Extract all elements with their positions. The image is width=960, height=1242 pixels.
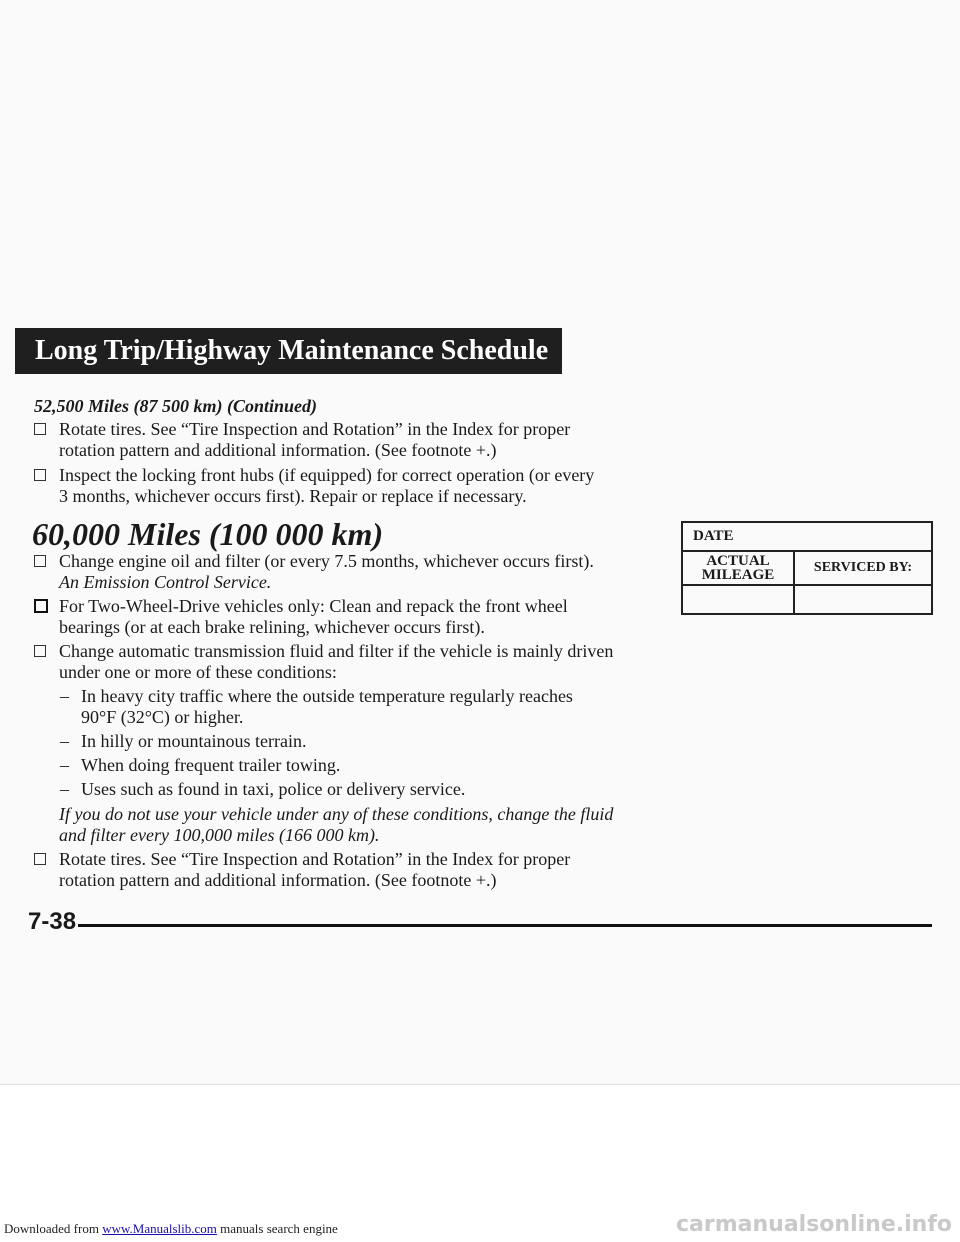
condition-line: 90°F (32°C) or higher. bbox=[81, 707, 244, 727]
item-line: Rotate tires. See “Tire Inspection and Rotation” in the Index for proper bbox=[59, 419, 571, 439]
watermark-text: carmanualsonline.info bbox=[676, 1212, 952, 1237]
mileage-label: MILEAGE bbox=[701, 567, 775, 583]
checkbox-icon bbox=[34, 853, 46, 865]
condition-item bbox=[60, 731, 660, 752]
serviced-by-entry-cell[interactable] bbox=[794, 585, 932, 614]
item-line: rotation pattern and additional information. (See footnote +.) bbox=[59, 870, 497, 890]
checkbox-icon bbox=[34, 469, 46, 481]
mileage-entry-cell[interactable] bbox=[682, 585, 794, 614]
condition-item bbox=[60, 755, 660, 776]
item-line: Change automatic transmission fluid and filter if the vehicle is mainly driven bbox=[59, 641, 614, 661]
item-line: Rotate tires. See “Tire Inspection and Rotation” in the Index for proper bbox=[59, 849, 571, 869]
item-line: bearings (or at each brake relining, whichever occurs first). bbox=[59, 617, 485, 637]
checkbox-icon bbox=[34, 555, 46, 567]
section-heading-continued: 52,500 Miles (87 500 km) (Continued) bbox=[34, 396, 318, 416]
actual-mileage-field[interactable] bbox=[682, 551, 794, 585]
checklist-item bbox=[34, 641, 654, 683]
service-record-table bbox=[681, 521, 933, 615]
page-rule bbox=[78, 924, 932, 927]
condition-line: In heavy city traffic where the outside temperature regularly reaches bbox=[81, 686, 573, 706]
page-number: 7-38 bbox=[28, 908, 77, 935]
emission-note: An Emission Control Service. bbox=[59, 572, 272, 592]
checkbox-icon bbox=[34, 645, 46, 657]
serviced-by-field[interactable]: SERVICED BY: bbox=[794, 551, 932, 585]
checklist-item bbox=[34, 596, 654, 638]
item-line: For Two-Wheel-Drive vehicles only: Clean and repack the front wheel bbox=[59, 596, 568, 616]
dash-bullet: – bbox=[60, 686, 69, 706]
item-line: Inspect the locking front hubs (if equipped) for correct operation (or every bbox=[59, 465, 595, 485]
checkbox-icon bbox=[34, 599, 48, 613]
condition-line: Uses such as found in taxi, police or delivery service. bbox=[81, 779, 466, 799]
note-line: and filter every 100,000 miles (166 000 km). bbox=[59, 825, 380, 845]
condition-line: In hilly or mountainous terrain. bbox=[81, 731, 307, 751]
date-field[interactable]: DATE bbox=[682, 522, 932, 551]
section-heading-60000: 60,000 Miles (100 000 km) bbox=[32, 516, 384, 552]
checklist-item bbox=[34, 551, 654, 593]
mileage-label: ACTUAL bbox=[706, 553, 770, 569]
dash-bullet: – bbox=[60, 731, 69, 751]
checklist-item bbox=[34, 465, 654, 507]
item-line: under one or more of these conditions: bbox=[59, 662, 337, 682]
item-line: 3 months, whichever occurs first). Repair or replace if necessary. bbox=[59, 486, 527, 506]
download-footer bbox=[4, 1221, 338, 1237]
fluid-change-note bbox=[59, 804, 659, 846]
section-title-band: Long Trip/Highway Maintenance Schedule bbox=[15, 328, 562, 374]
dash-bullet: – bbox=[60, 755, 69, 775]
footer-prefix: Downloaded from bbox=[4, 1221, 103, 1236]
note-line: If you do not use your vehicle under any of these conditions, change the fluid bbox=[59, 804, 614, 824]
condition-item bbox=[60, 779, 660, 800]
condition-line: When doing frequent trailer towing. bbox=[81, 755, 341, 775]
checklist-item bbox=[34, 419, 654, 461]
checklist-item bbox=[34, 849, 654, 891]
condition-item bbox=[60, 686, 660, 728]
dash-bullet: – bbox=[60, 779, 69, 799]
footer-suffix: manuals search engine bbox=[216, 1221, 338, 1236]
checkbox-icon bbox=[34, 423, 46, 435]
item-line: Change engine oil and filter (or every 7.5 months, whichever occurs first). bbox=[59, 551, 594, 571]
item-line: rotation pattern and additional information. (See footnote +.) bbox=[59, 440, 497, 460]
manualslib-link[interactable]: www.Manualslib.com bbox=[102, 1221, 217, 1236]
footer-divider bbox=[0, 1084, 960, 1085]
